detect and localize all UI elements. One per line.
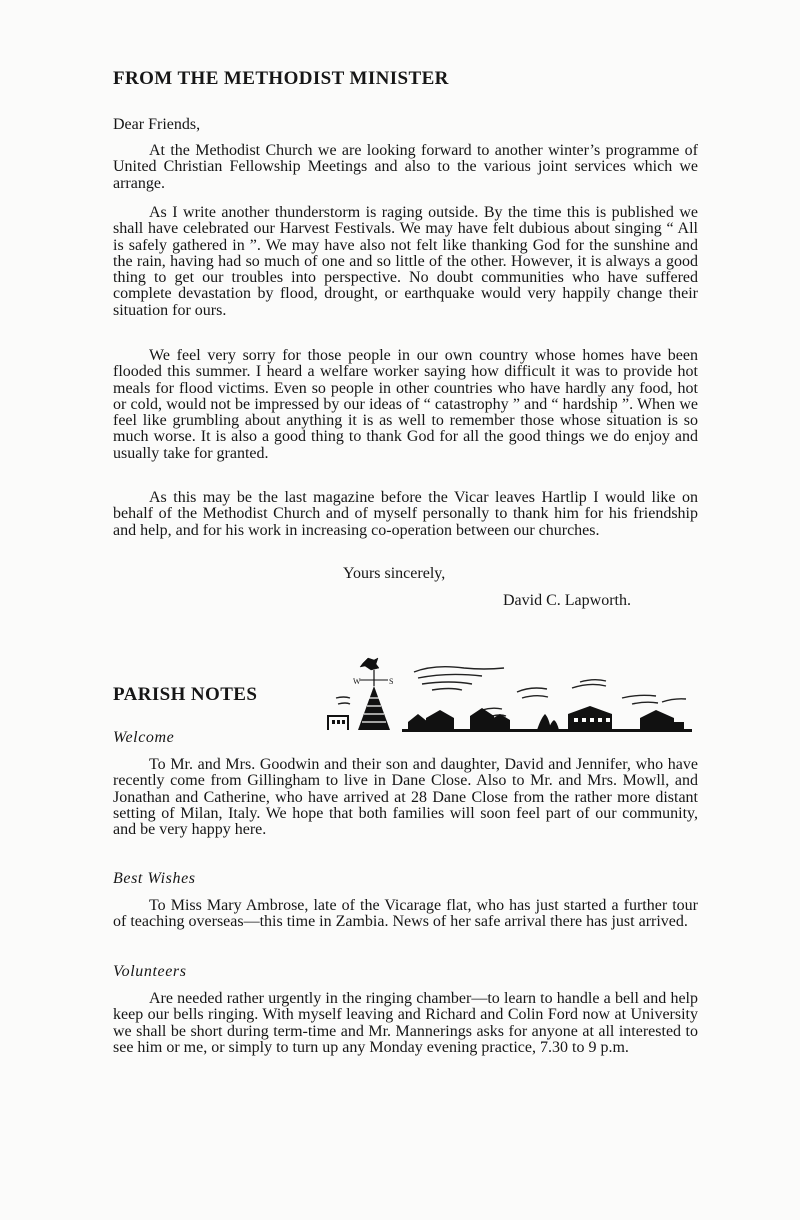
- welcome-heading: Welcome: [113, 729, 175, 746]
- welcome-text: To Mr. and Mrs. Goodwin and their son and daughter, David and Jennifer, who have recently come from Gillingham to live in Dane Close. Also to Mr. and Mrs. Mowll, and Jonathan and Catherine, who have arrived at 28 Dane Close from the rather more distant setting of Milan, Italy. We hope that both families will soon feel part of our community, and be very happy here.: [113, 756, 698, 839]
- methodist-section-title: FROM THE METHODIST MINISTER: [113, 68, 449, 89]
- best-wishes-heading: Best Wishes: [113, 870, 196, 887]
- methodist-paragraph-2: As I write another thunderstorm is raging outside. By the time this is published we shall have celebrated our Harvest Festivals. We may have felt dubious about singing “ All is safely gathered in ”. We may have also not felt like thanking God for the sunshine and the rain, having had so much of one and so little of the other. However, it is always a good thing to get our troubles into perspective. No doubt communities who have suffered complete devastation by flood, drought, or earthquake would very happily change their situation for ours.: [113, 204, 698, 319]
- methodist-paragraph-4: As this may be the last magazine before the Vicar leaves Hartlip I would like on behalf of the Methodist Church and of myself personally to thank him for his friendship and help, and for his work in increasing co-operation between our churches.: [113, 489, 698, 539]
- parish-notes-title: PARISH NOTES: [113, 684, 258, 705]
- salutation: Dear Friends,: [113, 116, 201, 133]
- letter-signature: David C. Lapworth.: [503, 592, 631, 609]
- volunteers-heading: Volunteers: [113, 963, 187, 980]
- cottage-icon: [328, 716, 348, 730]
- letter-closing: Yours sincerely,: [343, 565, 446, 582]
- volunteers-text: Are needed rather urgently in the ringing chamber—to learn to handle a bell and help keep our bells ringing. With myself leaving and Richard and Colin Ford now at University we shall be short during term-time and Mr. Mannerings asks for anyone at all interested to see him or me, or simply to turn up any Monday evening practice, 7.30 to 9 p.m.: [113, 990, 698, 1056]
- church-spire-icon: [358, 686, 390, 730]
- village-skyline-illustration: [322, 652, 702, 734]
- best-wishes-text: To Miss Mary Ambrose, late of the Vicarage flat, who has just started a further tour of teaching overseas—this time in Zambia. News of her safe arrival there has just arrived.: [113, 897, 698, 931]
- village-houses-icon: [402, 706, 692, 732]
- weathervane-letter-w: W: [353, 677, 361, 686]
- weathervane-letter-s: S: [389, 677, 394, 686]
- cloud-streaks-icon: [336, 667, 686, 716]
- methodist-paragraph-3: We feel very sorry for those people in our own country whose homes have been flooded this summer. I heard a welfare worker saying how difficult it was to provide hot meals for flood victims. Even so people in other countries who have hardly any food, hot or cold, would not be impressed by our ideas of “ catastrophy ” and “ hardship ”. When we feel like grumbling about anything it is as well to remember those whose situation is so much worse. It is also a good thing to thank God for all the good things we do enjoy and usually take for granted.: [113, 347, 698, 462]
- methodist-paragraph-1: At the Methodist Church we are looking forward to another winter’s programme of United Christian Fellowship Meetings and also to the various joint services which we arrange.: [113, 142, 698, 192]
- weathervane-icon: [353, 658, 393, 686]
